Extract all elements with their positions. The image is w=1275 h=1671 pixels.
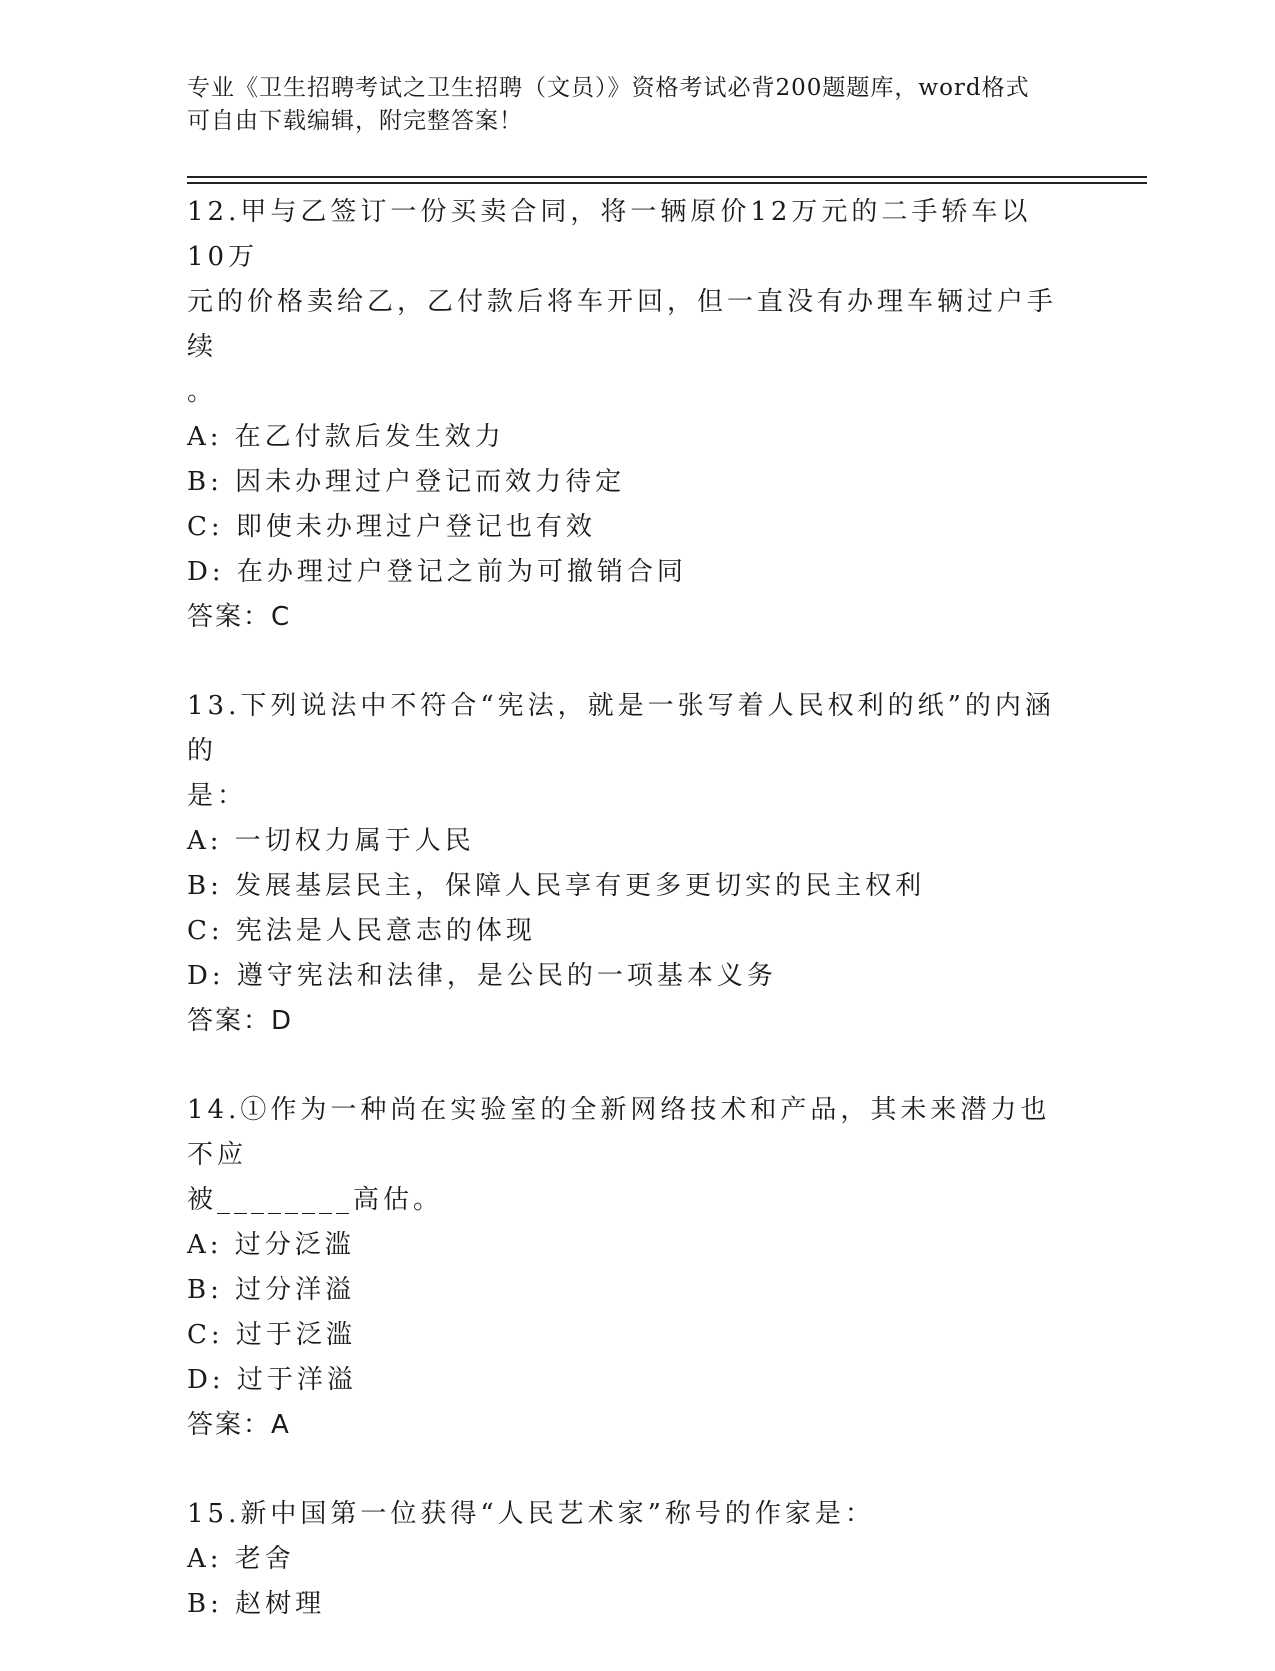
option-d: D: 过于洋溢	[187, 1365, 357, 1395]
option-b: B: 过分洋溢	[187, 1275, 356, 1305]
question-stem-line: 元的价格卖给乙，乙付款后将车开回，但一直没有办理车辆过户手续	[187, 287, 1058, 362]
option-b: B: 赵树理	[187, 1589, 326, 1619]
header-divider-top	[187, 176, 1147, 178]
question-stem-line: 。	[187, 377, 218, 407]
option-a: A: 过分泛滥	[187, 1230, 355, 1260]
document-header	[187, 72, 1067, 138]
header-line-2: 可自由下载编辑，附完整答案！	[187, 108, 523, 134]
option-c: C: 宪法是人民意志的体现	[187, 916, 536, 946]
option-c: C: 即使未办理过户登记也有效	[187, 512, 596, 542]
option-d: D: 遵守宪法和法律，是公民的一项基本义务	[187, 961, 777, 991]
option-c: C: 过于泛滥	[187, 1320, 356, 1350]
option-b: B: 发展基层民主，保障人民享有更多更切实的民主权利	[187, 871, 926, 901]
header-line-1: 专业《卫生招聘考试之卫生招聘（文员）》资格考试必背200题题库，word格式	[187, 75, 1030, 101]
question-stem-line: 12.甲与乙签订一份买卖合同，将一辆原价12万元的二手轿车以10万	[187, 197, 1032, 272]
question-stem-line: 13.下列说法中不符合“宪法，就是一张写着人民权利的纸”的内涵的	[187, 691, 1055, 766]
option-a: A: 老舍	[187, 1544, 295, 1574]
question-15	[187, 1492, 1087, 1627]
question-stem-line: 是：	[187, 781, 248, 811]
answer-line: 答案：C	[187, 602, 292, 632]
option-d: D: 在办理过户登记之前为可撤销合同	[187, 557, 687, 587]
question-list	[187, 190, 1087, 1671]
question-12	[187, 190, 1087, 640]
question-stem-line: 被________高估。	[187, 1185, 444, 1215]
question-stem-line: 14.①作为一种尚在实验室的全新网络技术和产品，其未来潜力也不应	[187, 1095, 1051, 1170]
option-a: A: 一切权力属于人民	[187, 826, 475, 856]
option-b: B: 因未办理过户登记而效力待定	[187, 467, 626, 497]
answer-line: 答案：A	[187, 1410, 291, 1440]
option-a: A: 在乙付款后发生效力	[187, 422, 505, 452]
header-divider-bottom	[187, 182, 1147, 184]
answer-line: 答案：D	[187, 1006, 294, 1036]
question-stem-line: 15.新中国第一位获得“人民艺术家”称号的作家是：	[187, 1499, 875, 1529]
question-13	[187, 684, 1087, 1044]
question-14	[187, 1088, 1087, 1448]
